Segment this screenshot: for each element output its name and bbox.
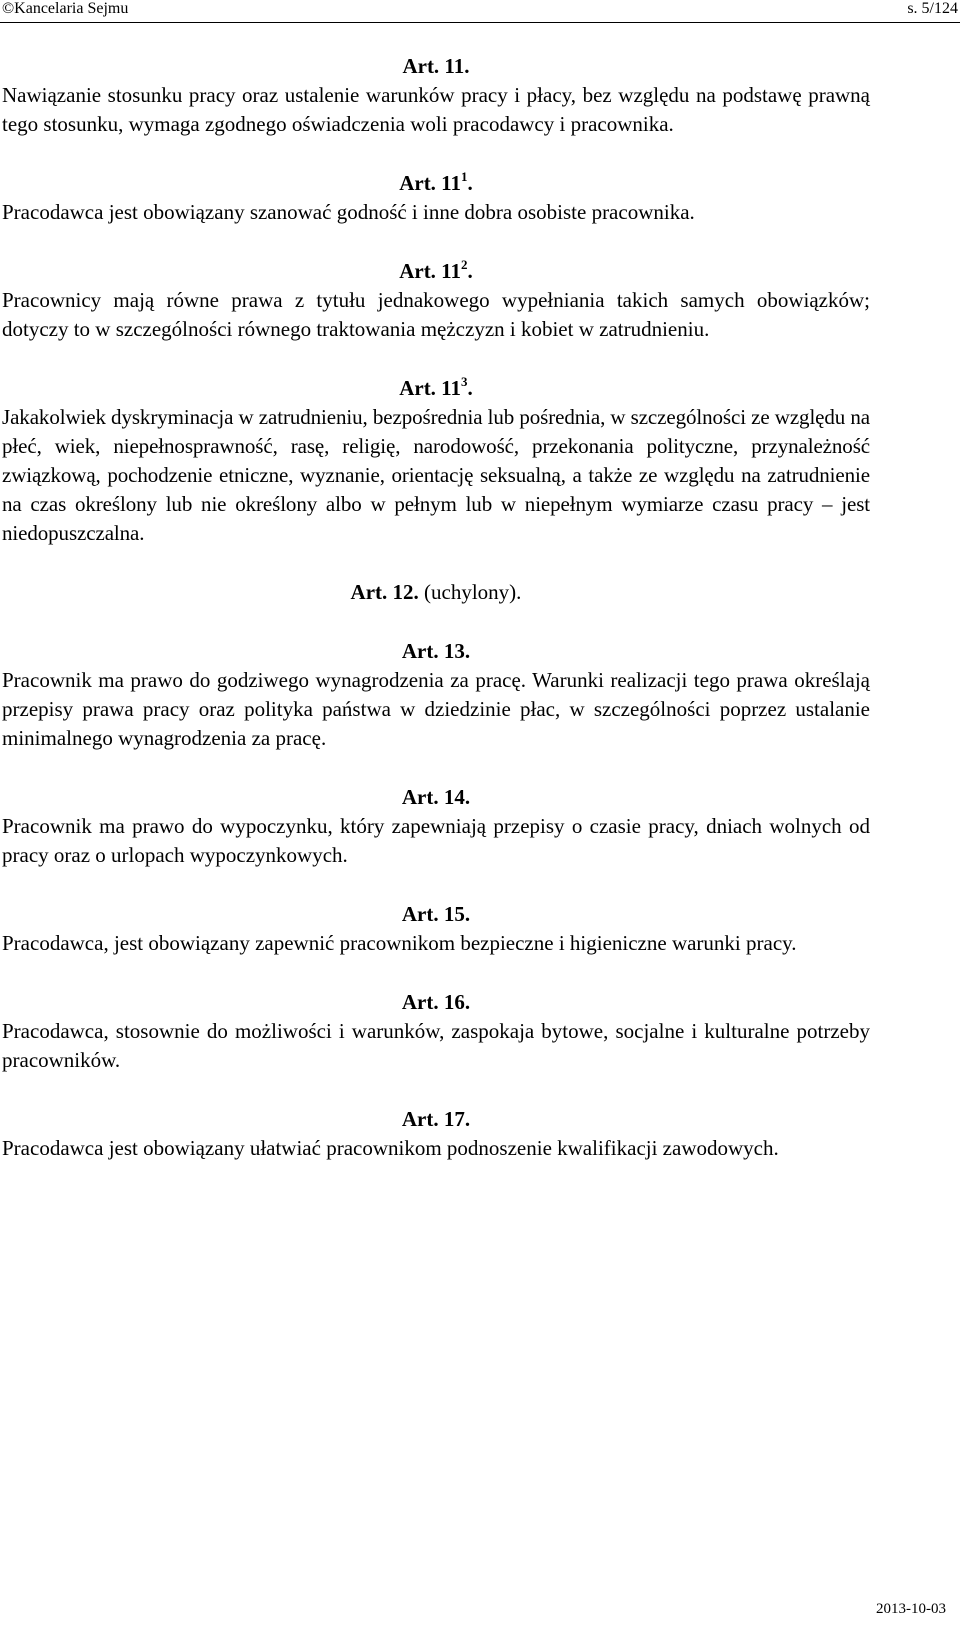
article-title: Art. 17. bbox=[401, 1107, 471, 1131]
article-11-3 bbox=[2, 374, 870, 548]
article-title: Art. 15. bbox=[401, 902, 471, 926]
article-title: Art. $11^3$. bbox=[399, 374, 473, 400]
article-text: Jakakolwiek dyskryminacja w zatrudnieniu, bezpośrednia lub pośrednia, w szczególności ze względu na płeć, wiek, niepełnosprawność, rasę, religię, narodowość, przekonania polityczne, przynależność związkową, pochodzenie etniczne, wyznanie, orientację seksualną, a także ze względu na zatrudnienie na czas określony lub nie określony albo w pełnym lub w niepełnym wymiarze czasu pracy – jest niedopuszczalna. bbox=[2, 405, 870, 545]
article-13 bbox=[2, 637, 870, 753]
article-title: Art. 16. bbox=[401, 990, 471, 1014]
article-text: Pracodawca, jest obowiązany zapewnić pracownikom bezpieczne i higieniczne warunki pracy. bbox=[2, 931, 797, 955]
article-text: Pracownik ma prawo do godziwego wynagrodzenia za pracę. Warunki realizacji tego prawa określają przepisy prawa pracy oraz polityka państwa w dziedzinie płac, w szczególności poprzez ustalanie minimalnego wynagrodzenia za pracę. bbox=[2, 668, 870, 750]
article-14 bbox=[2, 783, 870, 870]
article-title: Art. $11^1$. bbox=[399, 169, 473, 195]
article-text: Pracodawca, stosownie do możliwości i warunków, zaspokaja bytowe, socjalne i kulturalne potrzeby pracowników. bbox=[2, 1019, 870, 1072]
article-15 bbox=[2, 900, 870, 958]
article-title: Art. 12. (uchylony). bbox=[350, 580, 522, 604]
article-title: Art. $11^2$. bbox=[399, 257, 473, 283]
header-divider bbox=[0, 22, 960, 23]
article-16 bbox=[2, 988, 870, 1075]
article-text: Pracodawca jest obowiązany szanować godność i inne dobra osobiste pracownika. bbox=[2, 200, 695, 224]
article-12 bbox=[2, 578, 870, 607]
article-11-1 bbox=[2, 169, 870, 227]
article-17 bbox=[2, 1105, 870, 1163]
article-11-2 bbox=[2, 257, 870, 344]
article-text: Pracodawca jest obowiązany ułatwiać pracownikom podnoszenie kwalifikacji zawodowych. bbox=[2, 1136, 779, 1160]
copyright-label: ©Kancelaria Sejmu bbox=[2, 0, 129, 17]
article-title: Art. 11. bbox=[402, 54, 470, 78]
page-number: s. 5/124 bbox=[907, 0, 958, 17]
footer-date: 2013-10-03 bbox=[876, 1601, 946, 1617]
article-text: Pracownicy mają równe prawa z tytułu jednakowego wypełniania takich samych obowiązków; dotyczy to w szczególności równego traktowania mężczyzn i kobiet w zatrudnieniu. bbox=[2, 288, 870, 341]
article-text: Nawiązanie stosunku pracy oraz ustalenie warunków pracy i płacy, bez względu na podstawę prawną tego stosunku, wymaga zgodnego oświadczenia woli pracodawcy i pracownika. bbox=[2, 83, 870, 136]
page-header bbox=[0, 0, 960, 22]
article-title: Art. 14. bbox=[401, 785, 471, 809]
document-body bbox=[2, 52, 870, 1193]
article-title: Art. 13. bbox=[401, 639, 471, 663]
article-text: Pracownik ma prawo do wypoczynku, który zapewniają przepisy o czasie pracy, dniach wolnych od pracy oraz o urlopach wypoczynkowych. bbox=[2, 814, 870, 867]
article-11 bbox=[2, 52, 870, 139]
